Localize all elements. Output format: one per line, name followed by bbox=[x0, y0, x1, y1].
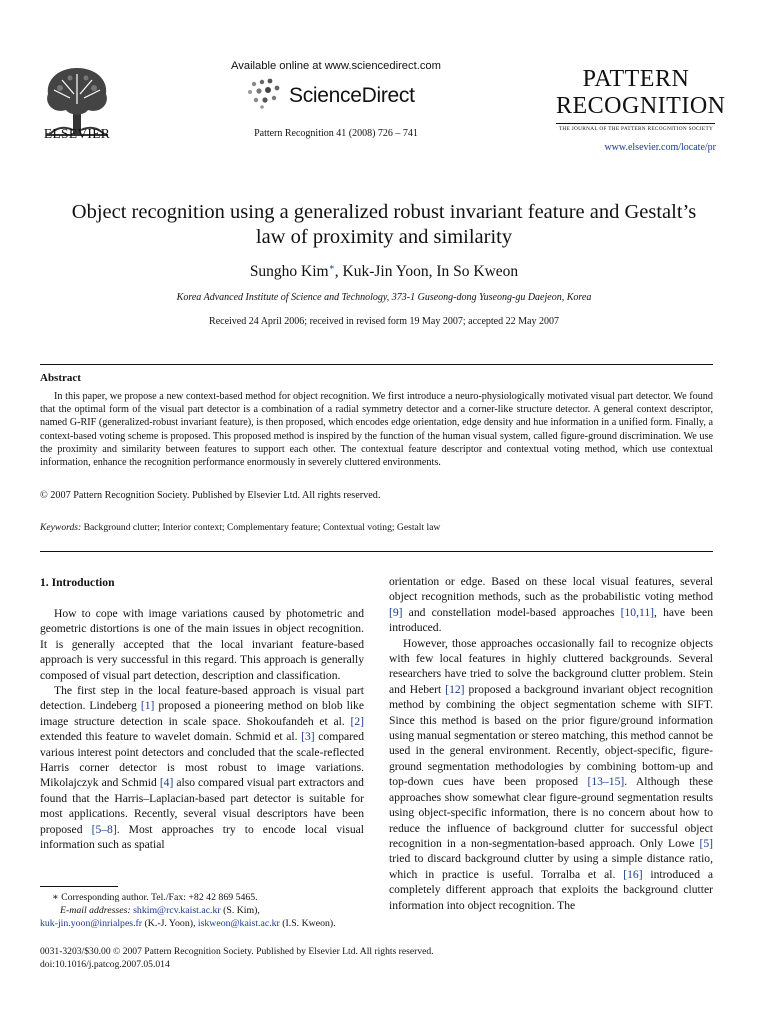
citation-link[interactable]: [5–8] bbox=[91, 822, 117, 836]
article-title bbox=[40, 200, 728, 250]
email-owner: (K.-J. Yoon), bbox=[142, 918, 198, 929]
email-label: E-mail addresses: bbox=[60, 905, 131, 916]
text-run: also compared visual part extractors and found that the Harris–Laplacian-based part detector is suitable for most applications. Recently, several visual descriptors have been proposed bbox=[40, 776, 364, 836]
affiliation: Korea Advanced Institute of Science and Technology, 373-1 Guseong-dong Yuseong-gu Daejeon, Korea bbox=[176, 292, 592, 303]
article-title-line1: Object recognition using a generalized robust invariant feature and Gestalt’s bbox=[71, 201, 697, 223]
citation-link[interactable]: [13–15] bbox=[587, 775, 625, 789]
text-run: tried to discard background clutter by using a simple distance ratio, which in practice is useful. Torralba et al. bbox=[389, 852, 713, 881]
section-heading: 1. Introduction bbox=[40, 576, 115, 589]
sciencedirect-dots-icon bbox=[246, 76, 290, 110]
abstract-heading: Abstract bbox=[40, 372, 81, 384]
article-history: Received 24 April 2006; received in revised form 19 May 2007; accepted 22 May 2007 bbox=[209, 316, 559, 327]
text-run: and constellation model-based approaches bbox=[402, 605, 621, 619]
citation-link[interactable]: [3] bbox=[301, 730, 315, 744]
journal-url-link[interactable]: www.elsevier.com/locate/pr bbox=[604, 142, 716, 153]
author-list bbox=[40, 262, 728, 281]
intro-paragraph-2 bbox=[40, 683, 364, 852]
copyright-notice: © 2007 Pattern Recognition Society. Published by Elsevier Ltd. All rights reserved. bbox=[40, 490, 381, 501]
abstract-bottom-rule bbox=[40, 551, 713, 552]
citation-link[interactable]: [1] bbox=[140, 699, 155, 713]
corresponding-author-footnote: ∗ Corresponding author. Tel./Fax: +82 42 869 5465. bbox=[52, 892, 258, 903]
email-link[interactable]: shkim@rcv.kaist.ac.kr bbox=[133, 905, 221, 916]
citation-link[interactable]: [4] bbox=[159, 776, 174, 790]
author-names-rest: , Kuk-Jin Yoon, In So Kweon bbox=[334, 263, 519, 281]
citation-link[interactable]: [2] bbox=[350, 714, 364, 728]
journal-title-line1: PATTERN bbox=[582, 66, 690, 92]
text-run: compared various interest point detectors and concluded that the scale-reflected Harris corner detector is most robust to image variations. Mikolajczyk and Schmid bbox=[40, 730, 364, 790]
citation-link[interactable]: [9] bbox=[389, 605, 403, 619]
available-online-text: Available online at www.sciencedirect.com bbox=[231, 60, 441, 72]
abstract-text: In this paper, we propose a new context-based method for object recognition. We first introduce a neuro-physiologically motivated visual part detector. We found that the optimal form of the visual part detector is a combination of a radial symmetry detector and a corner-like structure detector. A general context descriptor, named G-RIF (generalized-robust invariant feature), is then proposed, which encodes edge orientation, edge density and hue information in a unified form. Finally, a context-based voting scheme is proposed. This proposed method is inspired by the function of the human visual system, called figure-ground discrimination. We use the proximity and similarity between features to support each other. The contextual feature descriptor and contextual voting method, which use contextual information, enhance the recognition performance enormously in severely cluttered environments. bbox=[40, 391, 713, 469]
email-footnote bbox=[60, 904, 260, 917]
text-run: introduced a completely different approach that exploits the background clutter information into object recognition. The bbox=[389, 867, 713, 912]
text-run: . Although these approaches show somewhat clear figure-ground segmentation results using object-specific information, there is no concern about how to reduce the influence of background clutter for successful object recognition in a non-segmentation-based approach. Only Lowe bbox=[389, 775, 713, 850]
sciencedirect-wordmark: ScienceDirect bbox=[289, 84, 415, 107]
keywords-label: Keywords: bbox=[40, 522, 82, 533]
email-owner: (S. Kim), bbox=[220, 905, 260, 916]
journal-subtitle: THE JOURNAL OF THE PATTERN RECOGNITION SOCIETY bbox=[558, 126, 714, 132]
email-owner: (I.S. Kweon). bbox=[279, 918, 336, 929]
email-link[interactable]: kuk-jin.yoon@inrialpes.fr bbox=[40, 918, 143, 929]
doi-line: doi:10.1016/j.patcog.2007.05.014 bbox=[40, 959, 170, 970]
right-column bbox=[389, 574, 713, 913]
text-run: proposed a background invariant object recognition method by combining the object segmentation scheme with SIFT. Since this method is based on the prior figure/ground information using manual segmentation or stereo matching, this method cannot be used in the general environment. Recently, object-specific, figure-ground segmentation methodologies by combining bottom-up and top-down cues have been proposed bbox=[389, 682, 713, 789]
text-run: The first step in the local feature-based approach is visual part detection. Lindeberg bbox=[40, 684, 364, 713]
abstract-top-rule bbox=[40, 364, 713, 365]
intro-paragraph-3 bbox=[389, 574, 713, 636]
journal-title bbox=[556, 66, 726, 120]
journal-title-rule bbox=[556, 123, 715, 124]
author-name: Sungho Kim bbox=[249, 263, 329, 281]
citation-link[interactable]: [5] bbox=[699, 836, 713, 850]
intro-paragraph-1: How to cope with image variations caused by photometric and geometric distortions is one of the main issues in object recognition. It is generally accepted that the local invariant feature-based approach is very successful in this regard. This approach is generally composed of visual part detection, description and classification. bbox=[40, 607, 364, 682]
abstract-body bbox=[40, 390, 713, 469]
publisher-name: ELSEVIER bbox=[43, 126, 111, 141]
citation-link[interactable]: [12] bbox=[445, 682, 465, 696]
keywords-list: Background clutter; Interior context; Complementary feature; Contextual voting; Gestalt law bbox=[83, 522, 441, 533]
intro-paragraph-4 bbox=[389, 636, 713, 913]
email-link[interactable]: iskweon@kaist.ac.kr bbox=[197, 918, 280, 929]
footnote-rule bbox=[40, 886, 118, 887]
text-run: proposed a pioneering method on blob like image structure detection in scale space. Shokoufandeh et al. bbox=[40, 699, 364, 728]
text-run: However, those approaches occasionally fail to recognize objects with few local features in highly cluttered backgrounds. Several researchers have tried to solve the background clutter problem. Stein and Hebert bbox=[389, 636, 713, 696]
text-run: . Most approaches try to encode local visual information such as spatial bbox=[40, 822, 364, 852]
journal-title-line2: RECOGNITION bbox=[556, 93, 726, 119]
corresponding-author-marker[interactable]: ∗ bbox=[328, 262, 335, 272]
email-footnote-cont bbox=[40, 917, 336, 930]
text-run: extended this feature to wavelet domain. Schmid et al. bbox=[40, 730, 302, 744]
text-run: orientation or edge. Based on these local visual features, several object recognition methods, such as the probabilistic voting method bbox=[389, 575, 713, 604]
citation-link[interactable]: [10,11] bbox=[620, 605, 655, 619]
text-run: , have been introduced. bbox=[389, 605, 713, 635]
keywords bbox=[40, 522, 440, 533]
citation-link[interactable]: [16] bbox=[623, 867, 643, 881]
journal-citation: Pattern Recognition 41 (2008) 726 – 741 bbox=[254, 128, 418, 139]
article-title-line2: law of proximity and similarity bbox=[255, 226, 513, 248]
issn-line: 0031-3203/$30.00 © 2007 Pattern Recognition Society. Published by Elsevier Ltd. All rights reserved. bbox=[40, 946, 434, 957]
left-column bbox=[40, 606, 364, 853]
